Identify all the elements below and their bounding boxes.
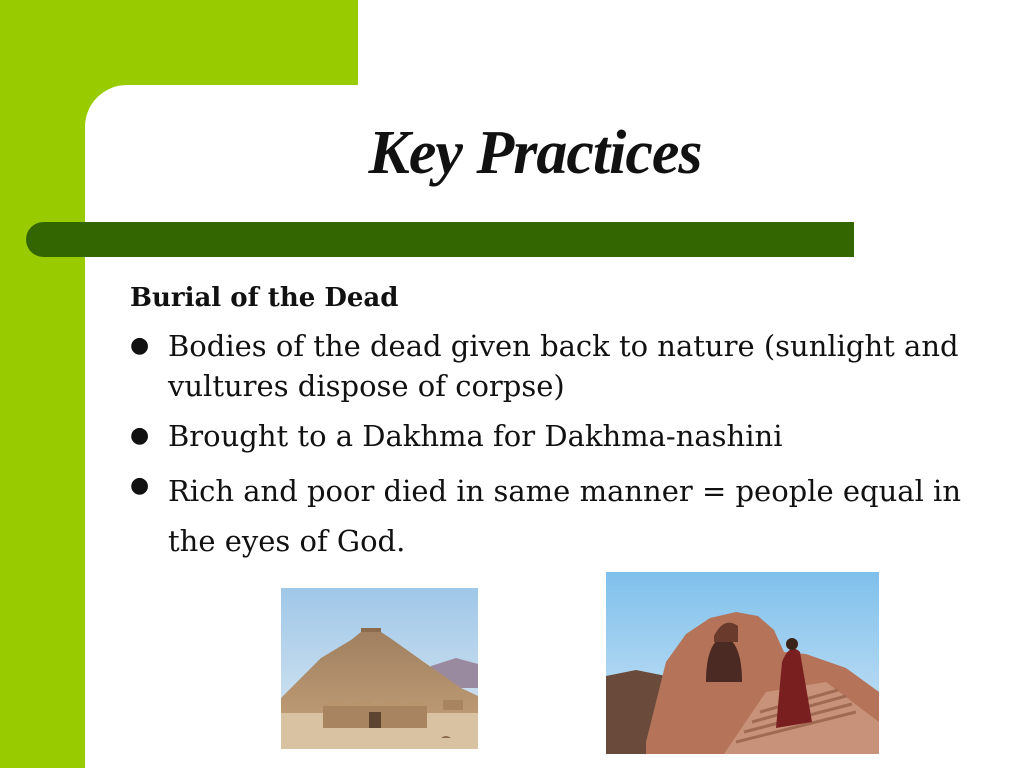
slide-content xyxy=(130,280,990,576)
bullet-text: Rich and poor died in same manner = people equal in the eyes of God. xyxy=(168,474,962,558)
title-divider-bar xyxy=(26,222,854,257)
bullet-text: Bodies of the dead given back to nature (sunlight and vultures dispose of corpse) xyxy=(168,329,959,403)
bullet-icon: ● xyxy=(130,473,150,498)
slide-title: Key Practices xyxy=(368,119,702,187)
bullet-text: Brought to a Dakhma for Dakhma-nashini xyxy=(168,419,783,453)
dakhma-stairs-photo xyxy=(606,572,879,754)
bullet-icon: ● xyxy=(130,423,150,448)
bullet-item xyxy=(130,416,990,456)
section-heading: Burial of the Dead xyxy=(130,283,399,313)
tower-of-silence-photo xyxy=(281,588,478,749)
bullet-list xyxy=(130,326,990,566)
bullet-item xyxy=(130,466,990,566)
bullet-icon: ● xyxy=(130,333,150,358)
bullet-item xyxy=(130,326,990,406)
